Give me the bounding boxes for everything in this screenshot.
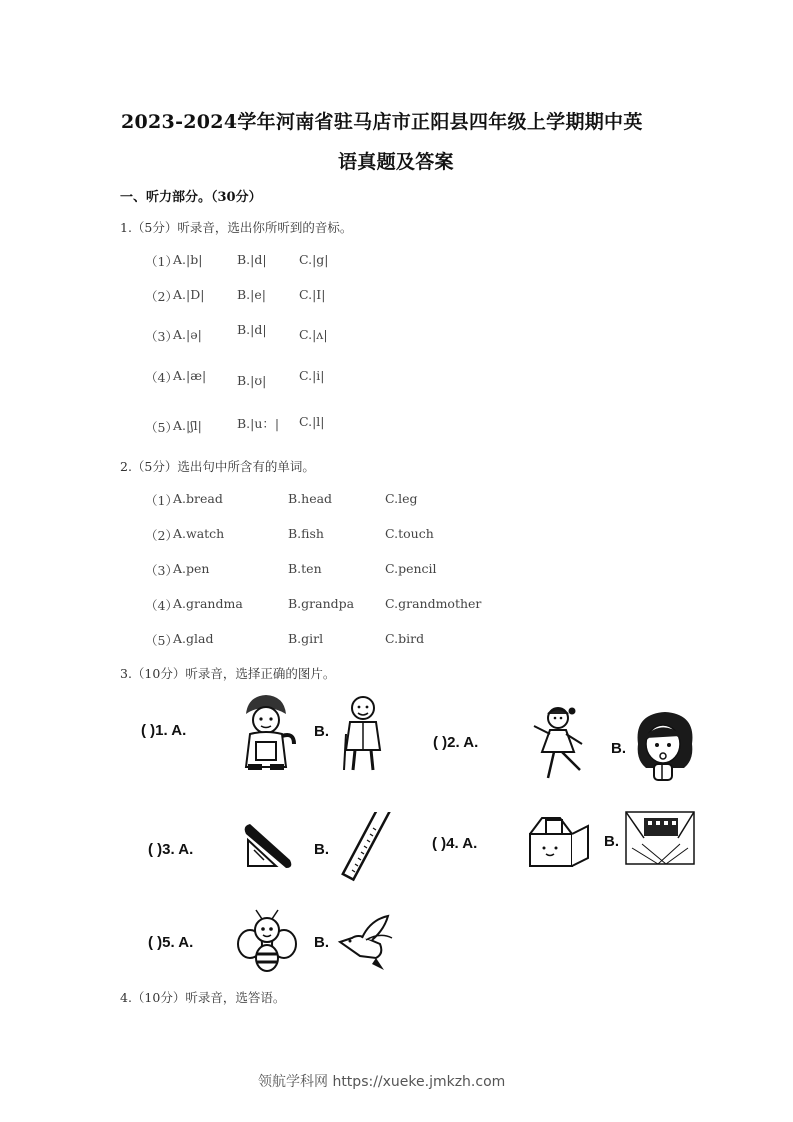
q2-option-b: B.ten xyxy=(288,561,322,576)
q3-item-1-option-b: B. xyxy=(314,723,329,740)
q1-option-a: A.|D| xyxy=(173,287,205,302)
q1-option-a: A.|ʃl| xyxy=(173,418,202,433)
q1-option-b: B.|e| xyxy=(237,287,266,302)
q3-item-1-label: ( )1. A. xyxy=(141,722,187,739)
q2-option-b: B.fish xyxy=(288,526,324,541)
q2-option-b: B.head xyxy=(288,491,333,506)
q2-option-b: B.girl xyxy=(288,631,324,646)
q3-item-5-option-b: B. xyxy=(314,934,329,951)
q2-item-number: （5） xyxy=(145,633,178,648)
section-heading-listening: 一、听力部分。（30分） xyxy=(120,190,262,205)
q1-item-number: （1） xyxy=(145,254,178,269)
grandpa-picture xyxy=(338,694,388,774)
q1-option-b: B.|ʊ| xyxy=(237,373,267,388)
question-2-prompt: 2.（5分）选出句中所含有的单词。 xyxy=(120,459,315,474)
q3-item-3-label: ( )3. A. xyxy=(148,841,194,858)
q3-item-5-label: ( )5. A. xyxy=(148,934,194,951)
q2-option-c: C.grandmother xyxy=(385,596,482,611)
q2-option-c: C.touch xyxy=(385,526,434,541)
q2-option-b: B.grandpa xyxy=(288,596,355,611)
q2-item-number: （3） xyxy=(145,563,178,578)
q1-option-c: C.|I| xyxy=(299,287,326,302)
q1-option-c: C.|ʌ| xyxy=(299,327,328,342)
q1-option-a: A.|b| xyxy=(173,252,203,267)
question-3-prompt: 3.（10分）听录音，选择正确的图片。 xyxy=(120,666,336,681)
q2-option-c: C.leg xyxy=(385,491,418,506)
q2-option-c: C.pencil xyxy=(385,561,437,576)
q1-option-c: C.|g| xyxy=(299,252,329,267)
grandma-picture xyxy=(236,692,298,772)
eating-girl-picture xyxy=(632,708,698,784)
q2-option-a: A.bread xyxy=(173,491,223,506)
question-1-prompt: 1.（5分）听录音，选出你所听到的音标。 xyxy=(120,220,353,235)
footer-watermark: 领航学科网 https://xueke.jmkzh.com xyxy=(258,1074,506,1090)
q1-option-c: C.|l| xyxy=(299,414,325,429)
bird-picture xyxy=(336,914,396,972)
q2-item-number: （1） xyxy=(145,493,178,508)
q2-option-a: A.watch xyxy=(173,526,225,541)
q2-option-a: A.pen xyxy=(173,561,210,576)
q1-item-number: （5） xyxy=(145,420,178,435)
ruler-picture xyxy=(336,812,392,886)
q1-item-number: （3） xyxy=(145,329,178,344)
q3-item-2-option-b: B. xyxy=(611,740,626,757)
q1-option-b: B.|d| xyxy=(237,252,267,267)
q2-option-c: C.bird xyxy=(385,631,425,646)
box-picture xyxy=(524,812,592,868)
q1-option-c: C.|i| xyxy=(299,368,325,383)
q1-option-b: B.|d| xyxy=(237,322,267,337)
q1-option-b: B.|u：| xyxy=(237,416,280,431)
q2-item-number: （2） xyxy=(145,528,178,543)
dancing-girl-picture xyxy=(528,704,588,782)
q2-option-a: A.grandma xyxy=(173,596,243,611)
pencil-sharpener-picture xyxy=(240,820,296,872)
q1-item-number: （2） xyxy=(145,289,178,304)
q1-option-a: A.|æ| xyxy=(173,368,207,383)
q1-item-number: （4） xyxy=(145,370,178,385)
page-title-line2: 语真题及答案 xyxy=(338,151,454,173)
q2-option-a: A.glad xyxy=(173,631,214,646)
q1-option-a: A.|ə| xyxy=(173,327,202,342)
q3-item-2-label: ( )2. A. xyxy=(433,734,479,751)
q3-item-4-label: ( )4. A. xyxy=(432,835,478,852)
q2-item-number: （4） xyxy=(145,598,178,613)
q3-item-4-option-b: B. xyxy=(604,833,619,850)
q3-item-3-option-b: B. xyxy=(314,841,329,858)
question-4-prompt: 4.（10分）听录音，选答语。 xyxy=(120,990,286,1005)
page-title-line1: 2023-2024学年河南省驻马店市正阳县四年级上学期期中英 xyxy=(121,111,643,133)
bee-picture xyxy=(236,908,298,974)
classroom-picture xyxy=(622,808,698,866)
